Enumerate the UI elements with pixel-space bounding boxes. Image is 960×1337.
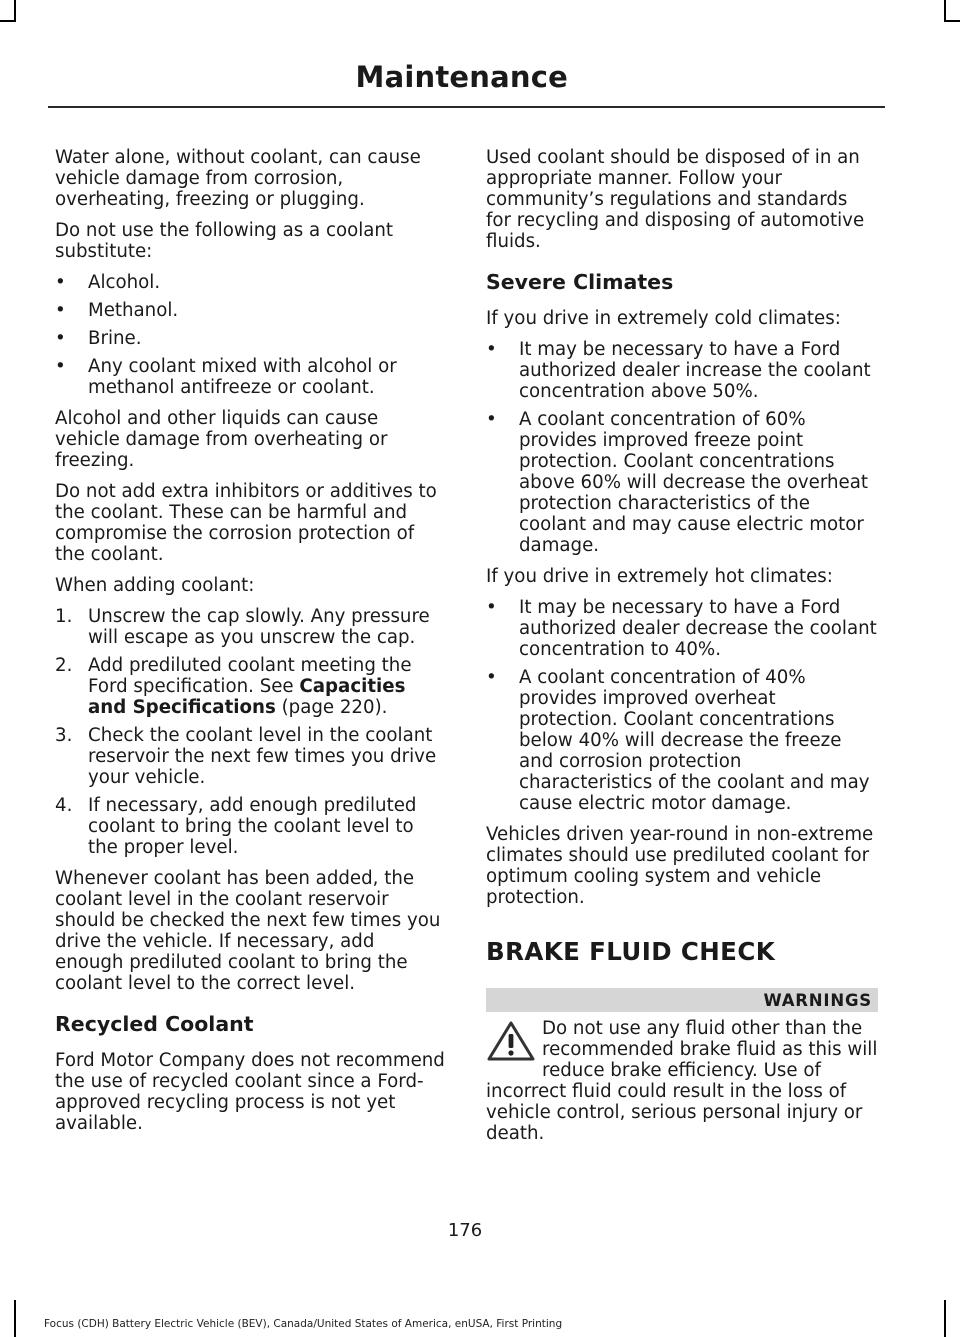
step-number: 2. xyxy=(55,655,73,676)
crop-mark xyxy=(14,0,16,20)
bullet: • xyxy=(55,272,66,293)
paragraph: When adding coolant: xyxy=(55,575,255,596)
bullet-list xyxy=(486,597,878,814)
paragraph: Whenever coolant has been added, the coolant level in the coolant reservoir should be checked the next few times you drive the vehicle. If necessary, add enough prediluted coolant to bring the coolant level to the correct level. xyxy=(55,868,441,994)
list-item xyxy=(486,339,878,402)
list-item-text: It may be necessary to have a Ford authorized dealer decrease the coolant concentration to 40%. xyxy=(519,597,877,660)
paragraph: Alcohol and other liquids can cause vehicle damage from overheating or freezing. xyxy=(55,408,388,471)
list-item xyxy=(55,655,447,718)
list-item xyxy=(55,328,447,349)
list-item-text: Any coolant mixed with alcohol or methanol antifreeze or coolant. xyxy=(88,356,397,398)
bullet: • xyxy=(55,300,66,321)
warning-text: Do not use any fluid other than the recommended brake fluid as this will reduce brake efficiency. Use of incorrect fluid could result in the loss of vehicle control, serious personal injury or death. xyxy=(486,1018,878,1144)
paragraph: Ford Motor Company does not recommend the use of recycled coolant since a Ford-approved recycling process is not yet available. xyxy=(55,1050,445,1134)
header-divider xyxy=(48,106,885,108)
list-item-text: Brine. xyxy=(88,328,142,349)
crop-mark xyxy=(0,20,16,22)
bullet-list xyxy=(55,272,447,398)
paragraph: If you drive in extremely cold climates: xyxy=(486,308,841,329)
bullet: • xyxy=(486,409,497,430)
paragraph: Water alone, without coolant, can cause vehicle damage from corrosion, overheating, freezing or plugging. xyxy=(55,147,421,210)
list-item xyxy=(486,667,878,814)
paragraph: Vehicles driven year-round in non-extreme climates should use prediluted coolant for optimum cooling system and vehicle protection. xyxy=(486,824,874,908)
list-item xyxy=(55,356,447,398)
list-item xyxy=(55,606,447,648)
step-text: If necessary, add enough prediluted coolant to bring the coolant level to the proper level. xyxy=(88,795,417,858)
step-number: 3. xyxy=(55,725,73,746)
paragraph: Do not add extra inhibitors or additives to the coolant. These can be harmful and compromise the corrosion protection of the coolant. xyxy=(55,481,437,565)
list-item-text: Alcohol. xyxy=(88,272,161,293)
list-item xyxy=(486,409,878,556)
list-item xyxy=(486,597,878,660)
section-subheading: Recycled Coolant xyxy=(55,1012,254,1036)
bullet: • xyxy=(486,667,497,688)
footer-text: Focus (CDH) Battery Electric Vehicle (BEV), Canada/United States of America, enUSA, First Printing xyxy=(44,1318,563,1330)
list-item xyxy=(55,795,447,858)
warning-box xyxy=(486,1018,878,1144)
step-text: Add prediluted coolant meeting the Ford specification. See xyxy=(88,655,412,697)
page-title: Maintenance xyxy=(355,60,568,94)
step-number: 4. xyxy=(55,795,73,816)
paragraph: If you drive in extremely hot climates: xyxy=(486,566,833,587)
bullet: • xyxy=(486,339,497,360)
section-heading: BRAKE FLUID CHECK xyxy=(486,937,776,966)
page-reference: (page 220). xyxy=(275,697,388,718)
step-text: Unscrew the cap slowly. Any pressure will escape as you unscrew the cap. xyxy=(88,606,430,648)
crop-mark xyxy=(14,1300,16,1337)
bullet-list xyxy=(486,339,878,556)
warnings-bar: WARNINGS xyxy=(486,988,878,1012)
numbered-list xyxy=(55,606,447,858)
cross-reference-link[interactable]: Capacities and Specifications xyxy=(88,676,406,718)
bullet: • xyxy=(55,328,66,349)
left-column xyxy=(55,147,447,1144)
step-text: Check the coolant level in the coolant reservoir the next few times you drive your vehicle. xyxy=(88,725,437,788)
section-subheading: Severe Climates xyxy=(486,270,674,294)
crop-mark xyxy=(944,0,946,20)
list-item-text: Methanol. xyxy=(88,300,179,321)
paragraph: Used coolant should be disposed of in an appropriate manner. Follow your community’s regulations and standards for recycling and disposing of automotive fluids. xyxy=(486,147,865,252)
list-item-text: A coolant concentration of 60% provides improved freeze point protection. Coolant concentrations above 60% will decrease the overheat protection characteristics of the coolant and may cause electric motor damage. xyxy=(519,409,869,556)
list-item-text: It may be necessary to have a Ford authorized dealer increase the coolant concentration above 50%. xyxy=(519,339,871,402)
crop-mark xyxy=(944,20,960,22)
list-item xyxy=(55,300,447,321)
page-number: 176 xyxy=(447,1220,483,1241)
paragraph: Do not use the following as a coolant substitute: xyxy=(55,220,394,262)
list-item xyxy=(55,272,447,293)
warning-triangle-icon xyxy=(486,1020,536,1062)
bullet: • xyxy=(55,356,66,377)
step-number: 1. xyxy=(55,606,73,627)
list-item-text: A coolant concentration of 40% provides improved overheat protection. Coolant concentrations below 40% will decrease the freeze and corrosion protection characteristics of the coolant and may cause electric motor damage. xyxy=(519,667,870,814)
list-item xyxy=(55,725,447,788)
crop-mark xyxy=(944,1300,946,1337)
bullet: • xyxy=(486,597,497,618)
right-column xyxy=(486,147,878,1144)
